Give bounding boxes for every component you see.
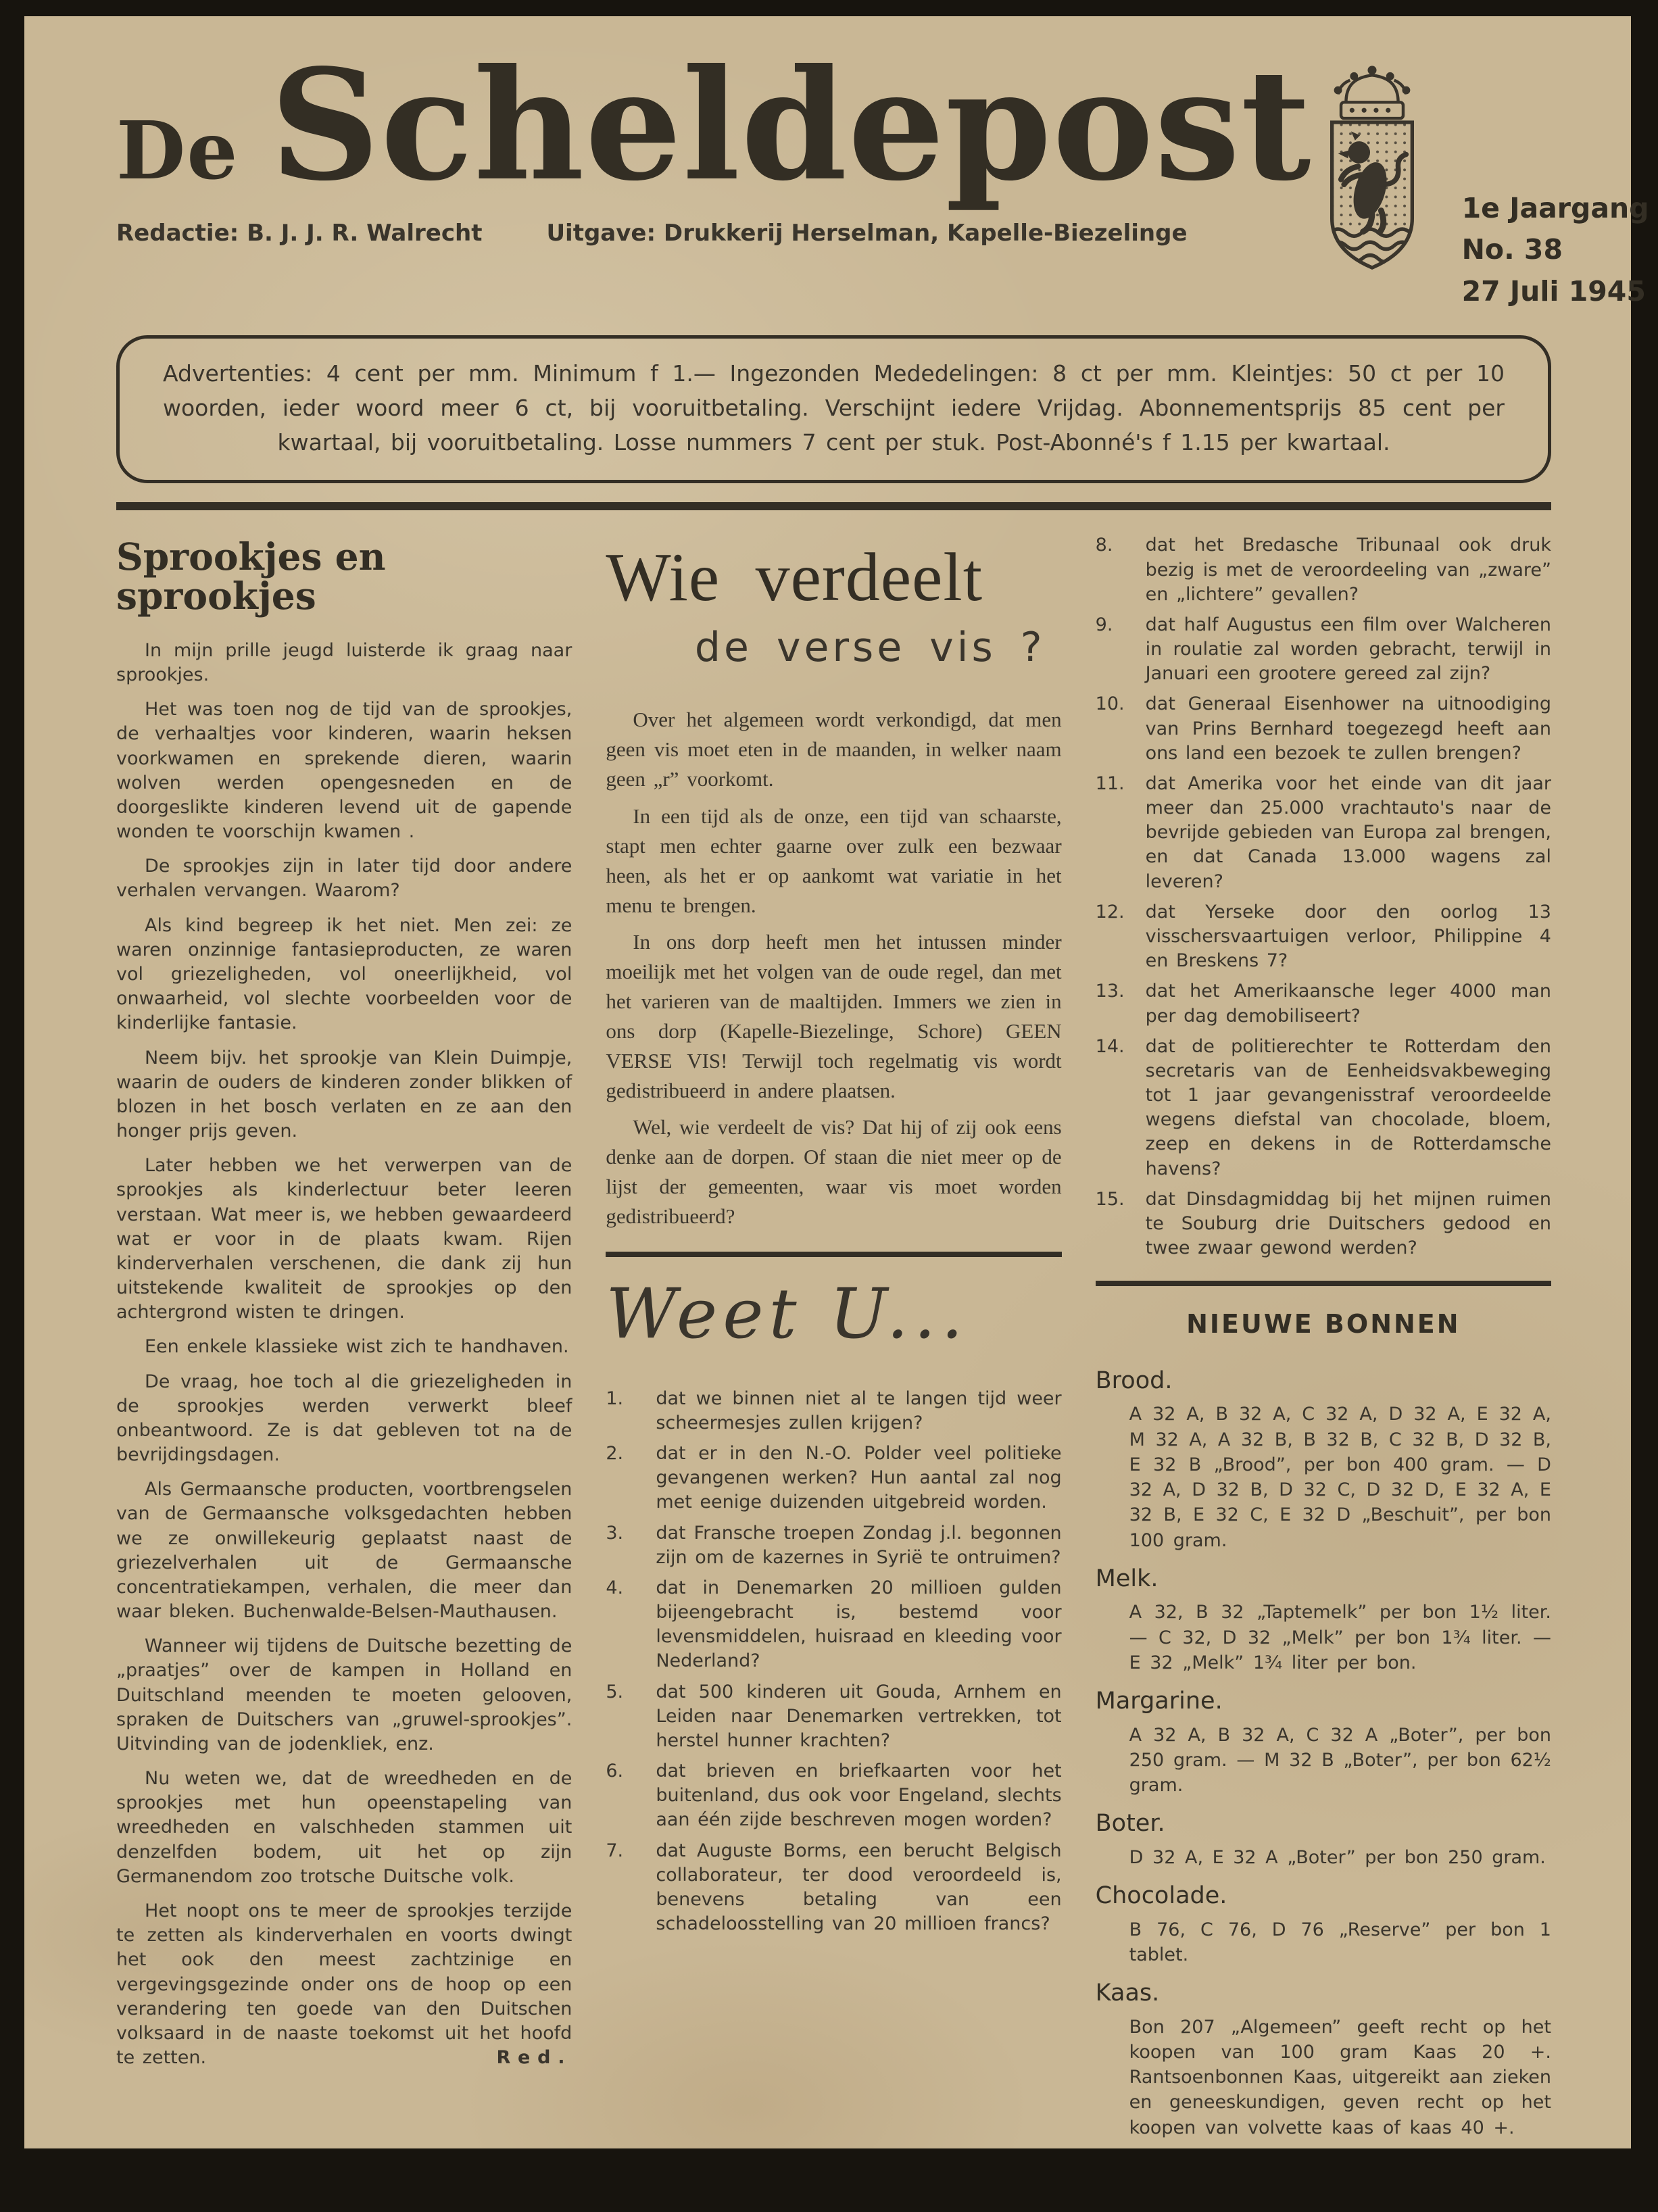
crown-icon bbox=[1334, 66, 1410, 118]
item-text: dat er in den N.-O. Polder veel politieke gevangenen werken? Hun aantal zal nog met eenige duizenden uitgebreid worden. bbox=[656, 1443, 1062, 1513]
paragraph: Over het algemeen wordt verkondigd, dat men geen vis moet eten in de maanden, in welker naam geen „r” voorkomt. bbox=[606, 708, 1062, 791]
item-number: 10. bbox=[1095, 693, 1125, 715]
masthead-left bbox=[116, 36, 1312, 247]
title-main: Scheldepost bbox=[270, 36, 1312, 215]
bon-entry bbox=[1096, 1564, 1551, 1675]
list-item bbox=[1096, 1187, 1551, 1261]
issue-info bbox=[1462, 188, 1649, 313]
item-text: dat het Amerikaansche leger 4000 man per dag demobiliseert? bbox=[1145, 981, 1551, 1027]
paragraph: De sprookjes zijn in later tijd door andere verhalen vervangen. Waarom? bbox=[116, 856, 572, 902]
bon-entry bbox=[1096, 1978, 1551, 2140]
item-text: dat 500 kinderen uit Gouda, Arnhem en Leiden naar Denemarken vertrekken, tot herstel hunner krachten? bbox=[656, 1681, 1062, 1751]
article-vis-title: Wie verdeelt bbox=[606, 539, 983, 616]
issue-jaargang: 1e Jaargang bbox=[1461, 191, 1649, 224]
item-number: 15. bbox=[1095, 1188, 1125, 1210]
uitgave-line: Uitgave: Drukkerij Herselman, Kapelle-Biezelinge bbox=[546, 219, 1188, 247]
nieuwe-bonnen-section bbox=[1096, 1309, 1551, 2140]
bon-label: Brood. bbox=[1095, 1367, 1173, 1394]
paragraph: Wel, wie verdeelt de vis? Dat hij of zij ook eens denke aan de dorpen. Of staan die niet meer op de lijst der gemeenten, waar vis moet worden gedistribueerd? bbox=[606, 1114, 1062, 1228]
item-text: dat Yerseke door den oorlog 13 visschersvaartuigen verloor, Philippine 4 en Breskens 7? bbox=[1145, 901, 1551, 972]
paragraph: Neem bijv. het sprookje van Klein Duimpje, waarin de ouders de kinderen zonder blikken of blozen in het bosch verlaten en ze aan den honger prijs geven. bbox=[116, 1047, 572, 1142]
paragraph: Het was toen nog de tijd van de sprookjes, de verhaaltjes voor kinderen, waarin heksen voorkwamen en sprekende dieren, waarin wolven werden opengesneden en de doorgeslikte kinderen levend uit de gapende wonden te voorschijn kwamen . bbox=[116, 699, 572, 843]
item-number: 6. bbox=[606, 1761, 624, 1782]
masthead-divider-rule bbox=[116, 502, 1551, 510]
paragraph: Als Germaansche producten, voortbrengselen van de Germaansche volksgedachten hebben we ze onwillekeurig geplaatst naast de griezelverhalen uit de Germaansche concentratiekampen, verhalen, die meer dan waar bleken. Buchenwalde-Belsen-Mauthausen. bbox=[116, 1479, 572, 1623]
article-sprookjes bbox=[116, 533, 572, 2150]
list-item bbox=[606, 1442, 1061, 1515]
bon-text: A 32 A, B 32 A, C 32 A „Boter”, per bon 250 gram. — M 32 B „Boter”, per bon 62½ gram. bbox=[1129, 1724, 1551, 1796]
column-right bbox=[1096, 533, 1551, 2150]
subscription-notice-box bbox=[116, 335, 1551, 483]
item-number: 9. bbox=[1095, 614, 1113, 635]
issue-number: No. 38 bbox=[1461, 233, 1563, 266]
item-number: 7. bbox=[606, 1840, 624, 1861]
list-item bbox=[606, 1839, 1061, 1937]
bon-label: Chocolade. bbox=[1095, 1882, 1227, 1910]
item-text: dat Auguste Borms, een berucht Belgisch collaborateur, ter dood veroordeeld is, benevens betaling van een schadeloosstelling van 20 millioen francs? bbox=[656, 1840, 1062, 1935]
article-vis bbox=[606, 539, 1062, 1231]
subscription-notice-text: Advertenties: 4 cent per mm. Minimum f 1.— Ingezonden Mededelingen: 8 ct per mm. Kleintjes: 50 ct per 10 woorden, ieder woord meer 6 ct, bij vooruitbetaling. Verschijnt iedere Vrijdag. Abonnementsprijs 85 cent per kwartaal, bij vooruitbetaling. Losse nummers 7 cent per stuk. Post-Abonné's f 1.15 per kwartaal. bbox=[163, 360, 1505, 456]
list-item bbox=[1096, 900, 1551, 974]
bon-label: Melk. bbox=[1095, 1565, 1159, 1592]
item-text: dat half Augustus een film over Walcheren in roulatie zal worden gebracht, terwijl in Januari een grootere gereed zal zijn? bbox=[1145, 614, 1551, 685]
list-item bbox=[606, 1680, 1061, 1754]
item-number: 12. bbox=[1095, 901, 1125, 923]
item-number: 11. bbox=[1095, 772, 1125, 794]
weet-u-title: Weet U... bbox=[606, 1273, 969, 1354]
editor-signature: Red. bbox=[496, 2047, 572, 2069]
zeeland-coat-of-arms-icon bbox=[1312, 50, 1432, 315]
paragraph: Wanneer wij tijdens de Duitsche bezetting de „praatjes” over de kampen in Holland en Duitschland meenden te moeten gelooven, spraken de Duitschers van „gruwel-sprookjes”. Uitvinding van de jodenkliek, enz. bbox=[116, 1636, 572, 1754]
list-item bbox=[1096, 1035, 1551, 1181]
section-divider-rule bbox=[1096, 1281, 1551, 1286]
section-divider-rule bbox=[606, 1252, 1061, 1257]
item-text: dat in Denemarken 20 millioen gulden bijeengebracht is, bestemd voor levensmiddelen, huisraad en kleeding voor Nederland? bbox=[656, 1577, 1062, 1672]
item-text: dat Dinsdagmiddag bij het mijnen ruimen te Souburg drie Duitschers gedood en twee zwaar gewond werden? bbox=[1145, 1188, 1551, 1259]
paragraph-text: Het noopt ons te meer de sprookjes terzijde te zetten als kinderverhalen en voorts dwingt het ook den meest zachtzinige en vergevingsgezinde onder ons de hoop op een verandering ten goede van den Duitschen volksaard in de naaste toekomst uit het hoofd te zetten. bbox=[116, 1900, 572, 2069]
item-number: 4. bbox=[606, 1577, 624, 1598]
article-sprookjes-title: Sprookjes en sprookjes bbox=[116, 535, 386, 618]
bon-label: Boter. bbox=[1095, 1810, 1165, 1838]
list-item bbox=[606, 1759, 1061, 1833]
item-text: dat het Bredasche Tribunaal ook druk bezig is met de veroordeeling van „zware” en „lichtere” gevallen? bbox=[1145, 535, 1551, 605]
article-vis-subtitle: de verse vis ? bbox=[694, 624, 1046, 672]
item-text: dat Fransche troepen Zondag j.l. begonnen zijn om de kazernes in Syrië te ontruimen? bbox=[656, 1522, 1062, 1568]
bon-entry bbox=[1096, 1686, 1551, 1798]
list-item bbox=[1096, 772, 1551, 894]
weet-u-section bbox=[606, 1273, 1062, 1937]
list-item bbox=[606, 1387, 1061, 1435]
paragraph: Nu weten we, dat de wreedheden en de sprookjes met hun opeenstapeling van wreedheden en valschheden stammen uit denzelfden bodem, uit het op zijn Germanendom zoo trotsche Duitsche volk. bbox=[116, 1768, 572, 1887]
bon-label: Kaas. bbox=[1095, 1980, 1160, 2007]
paragraph: Als kind begreep ik het niet. Men zei: ze waren onzinnige fantasieproducten, ze waren vol griezeligheden, vol oneerlijkheid, vol onwaarheid, vol slechte voorbeelden voor de kinderlijke fantasie. bbox=[116, 914, 572, 1034]
redactie-line: Redactie: B. J. J. R. Walrecht bbox=[116, 219, 483, 247]
page-title bbox=[116, 36, 1312, 215]
column-middle bbox=[606, 533, 1061, 2150]
bon-text: Bon 207 „Algemeen” geeft recht op het koopen van 100 gram Kaas 20 +. Rantsoenbonnen Kaas, uitgereikt aan zieken en geneeskundigen, geven recht op het koopen van volvette kaas of kaas 40 +. bbox=[1129, 2016, 1551, 2138]
paragraph: In mijn prille jeugd luisterde ik graag naar sprookjes. bbox=[116, 639, 572, 686]
bon-label: Margarine. bbox=[1095, 1688, 1223, 1715]
item-number: 13. bbox=[1095, 981, 1125, 1002]
masthead-bylines bbox=[116, 220, 1312, 247]
bon-text: D 32 A, E 32 A „Boter” per bon 250 gram. bbox=[1129, 1846, 1546, 1868]
list-item bbox=[1096, 692, 1551, 766]
list-item bbox=[1096, 533, 1551, 607]
paragraph: Later hebben we het verwerpen van de sprookjes als kinderlectuur beter leeren verstaan. Wat meer is, we hebben gewaardeerd wat er voor in de plaats kwam. Rijen kinderverhalen verschenen, die dank zij hun uitstekende kwaliteit de sprookjes op den achtergrond wisten te dringen. bbox=[116, 1155, 572, 1323]
issue-date: 27 Juli 1945 bbox=[1461, 274, 1646, 308]
item-number: 3. bbox=[606, 1522, 624, 1544]
item-number: 5. bbox=[606, 1681, 624, 1702]
title-prefix: De bbox=[116, 103, 239, 197]
paragraph: Een enkele klassieke wist zich te handhaven. bbox=[145, 1336, 569, 1358]
columns bbox=[116, 533, 1551, 2150]
item-number: 1. bbox=[606, 1387, 624, 1409]
item-number: 2. bbox=[606, 1443, 624, 1465]
masthead bbox=[116, 36, 1649, 315]
item-text: dat Amerika voor het einde van dit jaar meer dan 25.000 vrachtauto's naar de bevrijde gebieden van Europa zal brengen, en dat Canada 13.000 wagens zal leveren? bbox=[1145, 772, 1551, 892]
masthead-right bbox=[1312, 50, 1653, 315]
paragraph-with-signature bbox=[116, 1899, 572, 2070]
paragraph: In ons dorp heeft men het intussen minder moeilijk met het volgen van de oude regel, dan met het varieren van de maaltijden. Immers we zien in ons dorp (Kapelle-Biezelinge, Schore) GEEN VERSE VIS! Terwijl toch regelmatig vis wordt gedistribueerd in andere plaatsen. bbox=[606, 929, 1062, 1102]
bon-entry bbox=[1096, 1881, 1551, 1967]
item-number: 8. bbox=[1095, 535, 1113, 556]
bon-entry bbox=[1096, 1366, 1551, 1553]
paragraph: De vraag, hoe toch al die griezeligheden in de sprookjes werden verwerkt bleef onbeantwoord. Ze is dat gebleven tot na de bevrijdingsdagen. bbox=[116, 1371, 572, 1466]
bon-text: A 32 A, B 32 A, C 32 A, D 32 A, E 32 A, M 32 A, A 32 B, B 32 B, C 32 B, D 32 B, E 32 B „Brood”, per bon 400 gram. — D 32 A, D 32 B, D 32 C, D 32 D, E 32 A, E 32 B, E 32 C, E 32 D „Beschuit”, per bon 100 gram. bbox=[1129, 1404, 1551, 1551]
weet-u-section-continued bbox=[1096, 533, 1551, 1260]
bon-entry bbox=[1096, 1809, 1551, 1870]
item-text: dat Generaal Eisenhower na uitnoodiging van Prins Bernhard toegezegd heeft aan ons land een bezoek te zullen brengen? bbox=[1145, 693, 1551, 764]
item-number: 14. bbox=[1095, 1035, 1125, 1057]
item-text: dat de politierechter te Rotterdam den secretaris van de Eenheidsvakbeweging tot 1 jaar gevangenisstraf veroordeelde wegens diefstal van chocolade, bloem, zeep en dekens in de Rotterdamsche havens? bbox=[1145, 1035, 1551, 1179]
item-text: dat brieven en briefkaarten voor het buitenland, dus ook voor Engeland, slechts aan één zijde beschreven mogen worden? bbox=[656, 1761, 1062, 1831]
list-item bbox=[1096, 613, 1551, 687]
list-item bbox=[606, 1576, 1061, 1674]
newspaper-paper bbox=[24, 16, 1649, 2148]
list-item bbox=[1096, 979, 1551, 1028]
nieuwe-bonnen-title: NIEUWE BONNEN bbox=[1186, 1309, 1461, 1340]
item-text: dat we binnen niet al te langen tijd weer scheermesjes zullen krijgen? bbox=[656, 1387, 1062, 1433]
list-item bbox=[606, 1521, 1061, 1570]
paragraph: In een tijd als de onze, een tijd van schaarste, stapt men echter gaarne over zulk een bezwaar heen, als het er op aankomt wat variatie in het menu te brengen. bbox=[606, 804, 1062, 917]
bon-text: A 32, B 32 „Taptemelk” per bon 1½ liter. — C 32, D 32 „Melk” per bon 1¾ liter. — E 32 „Melk” 1¾ liter per bon. bbox=[1129, 1602, 1551, 1673]
bon-text: B 76, C 76, D 76 „Reserve” per bon 1 tablet. bbox=[1129, 1919, 1551, 1965]
